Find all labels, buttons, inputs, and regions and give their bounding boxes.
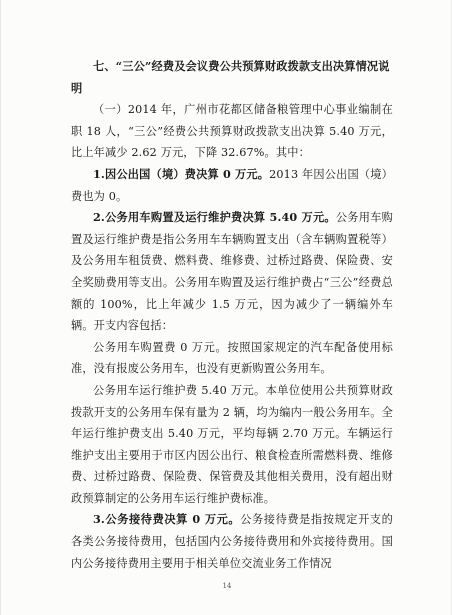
- paragraph-overseas-cost: [71, 164, 393, 207]
- paragraph-text: 2013 年因公出国（境）费也为 0。: [71, 167, 393, 203]
- paragraph-text: （一）2014 年，广州市花都区储备粮管理中心事业编制在职 18 人，“三公”经费公共预算财政拨款支出决算 5.40 万元，比上年减少 2.62 万元，下降 32.67%。其中：: [71, 103, 393, 160]
- paragraph-lead: 1.因公出国（境）费决算 0 万元。: [93, 166, 270, 181]
- paragraph-lead: 2.公务用车购置及运行维护费决算 5.40 万元。: [93, 210, 336, 225]
- page-number: 14: [222, 582, 232, 590]
- paragraph-reception-cost: [71, 509, 393, 574]
- section-heading: 七、“三公”经费及会议费公共预算财政拨款支出决算情况说明: [71, 59, 390, 95]
- paragraph-vehicle-purchase: [71, 337, 393, 380]
- paragraph-vehicle-maintenance: [71, 380, 393, 510]
- paragraph-text: 公务用车运行维护费 5.40 万元。本单位使用公共预算财政拨款开支的公务用车保有量为 2 辆，均为编内一般公务用车。全年运行维护费支出 5.40 万元，平均每辆 2.70 万元。车辆运行维护支出主要用于市区内因公出行、粮食检查所需燃料费、维修费、过桥过路费、保险费、保管费及其他相关费用，没有超出财政预算制定的公务用车运行维护费标准。: [71, 383, 393, 505]
- paragraph-vehicle-cost: [71, 207, 393, 337]
- paragraph-lead: 3.公务接待费决算 0 万元。: [93, 512, 241, 527]
- paragraph-text: 公务接待费是指按规定开支的各类公务接待费用，包括国内公务接待费用和外宾接待费用。国内公务接待费用主要用于相关单位交流业务工作情况: [71, 513, 393, 570]
- paragraph-text: 公务用车购置费 0 万元。按照国家规定的汽车配备使用标准，没有报废公务用车，也没有更新购置公务用车。: [71, 340, 393, 376]
- paragraph-text: 公务用车购置及运行维护费是指公务用车车辆购置支出（含车辆购置税等）及公务用车租赁费、燃料费、维修费、过桥过路费、保险费、安全奖励费用等支出。公务用车购置及运行维护费占“三公”经费总额的 100%，比上年减少 1.5 万元，因为减少了一辆编外车辆。开支内容包括：: [71, 211, 393, 333]
- paragraph-overview: [71, 99, 393, 164]
- document-body: [71, 56, 393, 574]
